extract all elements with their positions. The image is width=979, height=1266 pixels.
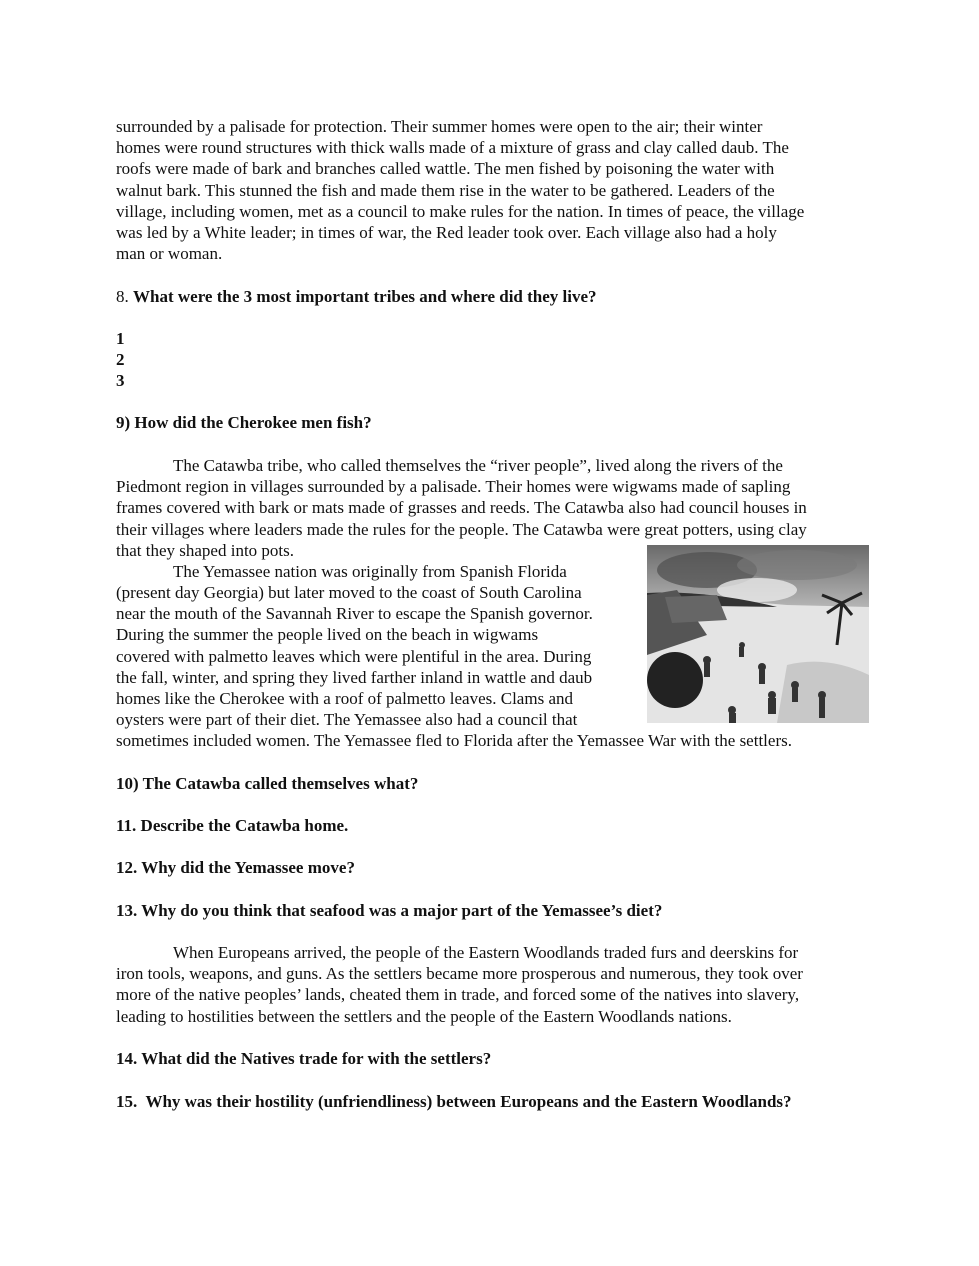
text-line: The Yemassee nation was originally from Spanish Florida	[173, 562, 567, 581]
text-line: homes like the Cherokee with a roof of palmetto leaves. Clams and	[116, 689, 573, 708]
text-line: more of the native peoples’ lands, cheated them in trade, and forced some of the natives into slavery,	[116, 985, 800, 1004]
question-15: 15. Why was their hostility (unfriendliness) between Europeans and the Eastern Woodlands?	[116, 1092, 792, 1111]
text-line: During the summer the people lived on the beach in wigwams	[116, 625, 539, 644]
text-line: frames covered with bark or mats made of grasses and reeds. The Catawba also had council houses in	[116, 498, 807, 517]
text-line: covered with palmetto leaves which were plentiful in the area. During	[116, 647, 592, 666]
question-number: 8.	[116, 287, 129, 306]
text-line: that they shaped into pots.	[116, 541, 295, 560]
text-line: man or woman.	[116, 244, 223, 263]
text-line: was led by a White leader; in times of war, the Red leader took over. Each village also had a holy	[116, 223, 777, 242]
question-9: 9) How did the Cherokee men fish?	[116, 413, 372, 432]
text-line: Piedmont region in villages surrounded by a palisade. Their homes were wigwams made of sapling	[116, 477, 791, 496]
text-line: their villages where leaders made the rules for the people. The Catawba were great potters, using clay	[116, 520, 807, 539]
question-14: 14. What did the Natives trade for with the settlers?	[116, 1049, 492, 1068]
question-12: 12. Why did the Yemassee move?	[116, 858, 355, 877]
text-line: the fall, winter, and spring they lived farther inland in wattle and daub	[116, 668, 593, 687]
yemassee-beach-illustration	[647, 545, 869, 723]
text-line: near the mouth of the Savannah River to escape the Spanish governor.	[116, 604, 593, 623]
text-line: sometimes included women. The Yemassee fled to Florida after the Yemassee War with the settlers.	[116, 731, 792, 750]
question-8	[116, 286, 597, 307]
answer-3: 3	[116, 371, 125, 390]
question-11: 11. Describe the Catawba home.	[116, 816, 349, 835]
question-10: 10) The Catawba called themselves what?	[116, 774, 419, 793]
text-line: oysters were part of their diet. The Yemassee also had a council that	[116, 710, 578, 729]
answer-1: 1	[116, 329, 125, 348]
text-line: The Catawba tribe, who called themselves the “river people”, lived along the rivers of the	[173, 456, 783, 475]
text-line: iron tools, weapons, and guns. As the settlers became more prosperous and numerous, they took over	[116, 964, 803, 983]
text-line: (present day Georgia) but later moved to the coast of South Carolina	[116, 583, 582, 602]
text-line: surrounded by a palisade for protection. Their summer homes were open to the air; their winter	[116, 117, 763, 136]
text-line: leading to hostilities between the settlers and the people of the Eastern Woodlands nations.	[116, 1007, 732, 1026]
text-line: When Europeans arrived, the people of the Eastern Woodlands traded furs and deerskins for	[173, 943, 799, 962]
text-line: roofs were made of bark and branches called wattle. The men fished by poisoning the water with	[116, 159, 775, 178]
text-line: walnut bark. This stunned the fish and made them rise in the water to be gathered. Leaders of the	[116, 181, 775, 200]
question-13: 13. Why do you think that seafood was a major part of the Yemassee’s diet?	[116, 901, 663, 920]
text-line: village, including women, met as a council to make rules for the nation. In times of peace, the village	[116, 202, 805, 221]
question-text: What were the 3 most important tribes and where did they live?	[133, 287, 597, 306]
answer-2: 2	[116, 350, 125, 369]
text-line: homes were round structures with thick walls made of a mixture of grass and clay called daub. The	[116, 138, 789, 157]
